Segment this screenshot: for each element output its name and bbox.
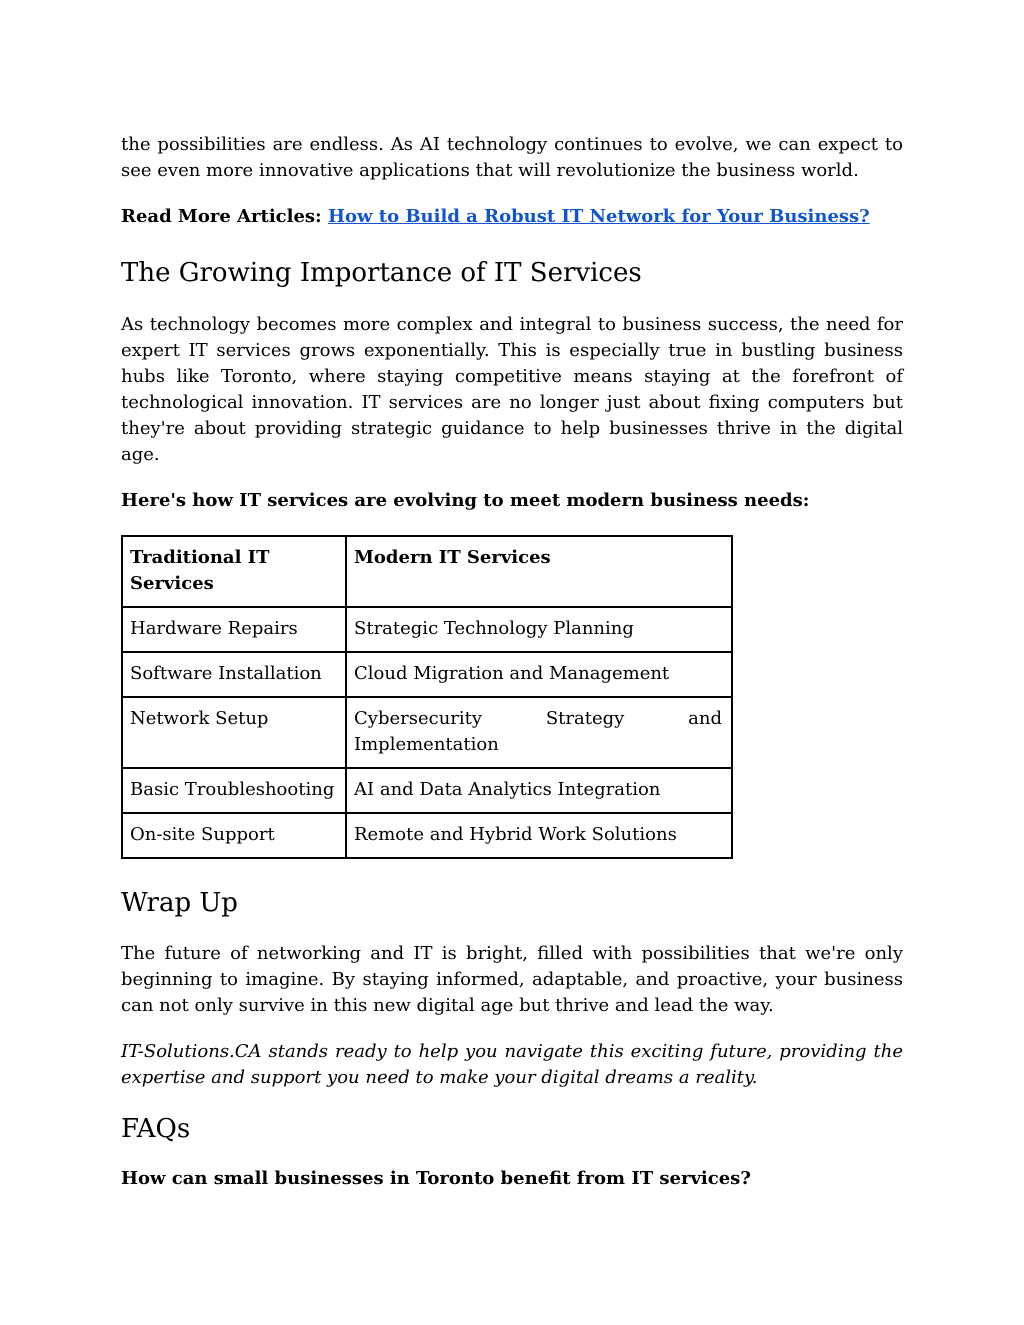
table-cell: AI and Data Analytics Integration: [346, 768, 732, 813]
read-more-line: [121, 204, 903, 230]
document-page: [121, 132, 903, 1192]
table-row: [122, 697, 732, 768]
table-cell: Strategic Technology Planning: [346, 607, 732, 652]
table-row: [122, 652, 732, 697]
table-cell: Network Setup: [122, 697, 346, 768]
faqs-heading: FAQs: [121, 1114, 191, 1144]
table-header-row: [122, 536, 732, 607]
wrap-up-paragraph: The future of networking and IT is bright, filled with possibilities that we're only beginning to imagine. By staying informed, adaptable, and proactive, your business can not only survive in this new digital age but thrive and lead the way.: [121, 943, 903, 1016]
table-cell: Cloud Migration and Management: [346, 652, 732, 697]
it-services-heading: The Growing Importance of IT Services: [121, 258, 642, 288]
table-header-cell: [122, 536, 346, 607]
header-modern: Modern IT Services: [354, 547, 551, 568]
it-services-table: [121, 535, 733, 859]
wrap-up-italic-paragraph: IT-Solutions.CA stands ready to help you navigate this exciting future, providing the expertise and support you need to make your digital dreams a reality.: [121, 1041, 903, 1088]
it-services-subheading: Here's how IT services are evolving to meet modern business needs:: [121, 490, 810, 511]
it-services-paragraph: As technology becomes more complex and integral to business success, the need for expert IT services grows exponentially. This is especially true in bustling business hubs like Toronto, where staying competitive means staying at the forefront of technological innovation. IT services are no longer just about fixing computers but they're about providing strategic guidance to help businesses thrive in the digital age.: [121, 314, 903, 465]
table-row: [122, 768, 732, 813]
faq-question: How can small businesses in Toronto benefit from IT services?: [121, 1168, 751, 1189]
table-row: [122, 813, 732, 858]
wrap-up-heading: Wrap Up: [121, 888, 238, 918]
table-cell: Cybersecurity Strategy and Implementation: [346, 697, 732, 768]
intro-paragraph: the possibilities are endless. As AI technology continues to evolve, we can expect to see even more innovative applications that will revolutionize the business world.: [121, 134, 903, 181]
table-cell: On-site Support: [122, 813, 346, 858]
read-more-link[interactable]: How to Build a Robust IT Network for Your Business?: [327, 206, 870, 227]
table-header-cell: [346, 536, 732, 607]
table-cell: Hardware Repairs: [122, 607, 346, 652]
table-cell: Basic Troubleshooting: [122, 768, 346, 813]
table-row: [122, 607, 732, 652]
table-cell: Remote and Hybrid Work Solutions: [346, 813, 732, 858]
table-cell: Software Installation: [122, 652, 346, 697]
read-more-label: Read More Articles:: [121, 206, 322, 227]
header-traditional: Traditional IT Services: [130, 547, 270, 594]
